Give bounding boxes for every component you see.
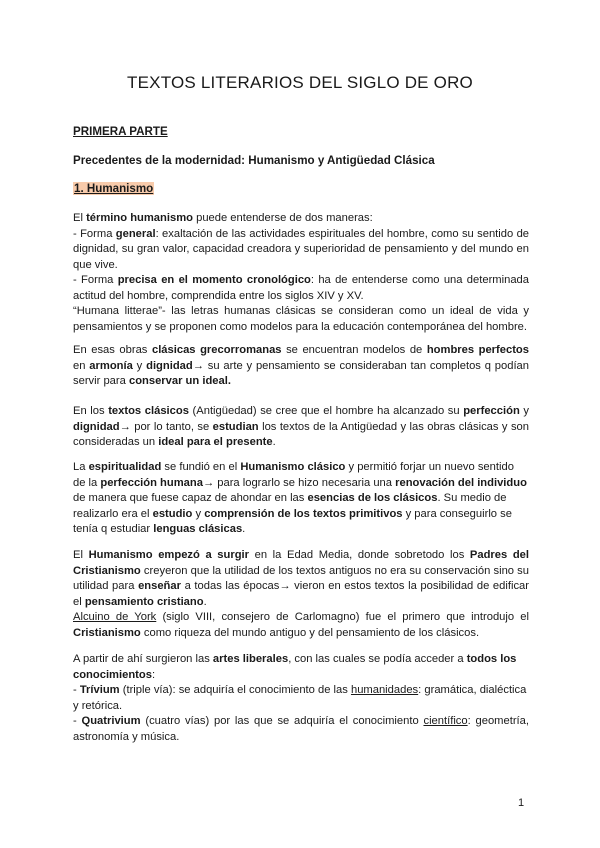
page-title: TEXTOS LITERARIOS DEL SIGLO DE ORO: [127, 73, 473, 92]
section-heading-wrap: [73, 182, 154, 195]
paragraph-clasicas: En esas obras clásicas grecorromanas se encuentran modelos de hombres perfectos en armonía y dignidad→ su arte y pensamiento se consideraban tan completos q podían servir para conservar un ideal.: [73, 344, 530, 387]
p1-precisa: - Forma precisa en el momento cronológico: ha de entenderse como una determinada actitud del hombre, comprendida entre los siglos XIV y XV.: [73, 274, 529, 302]
p1-general: - Forma general: exaltación de las actividades espirituales del hombre, como su sentido de dignidad, su gran valor, capacidad creadora y superioridad de pensamiento y del mundo en que vive.: [73, 227, 530, 271]
p6-intro: A partir de ahí surgieron las artes liberales, con las cuales se podía acceder a todos los conocimientos:: [73, 653, 517, 681]
chapter-subtitle: Precedentes de la modernidad: Humanismo y Antigüedad Clásica: [73, 154, 435, 167]
paragraph-artes-liberales: [73, 652, 529, 745]
paragraph-espiritualidad: La espiritualidad se fundió en el Humanismo clásico y permitió forjar un nuevo sentido de la perfección humana→ para lograrlo se hizo necesaria una renovación del individuo de manera que fuese capaz de ahondar en las esencias de los clásicos. Su medio de realizarlo era el estudio y comprensión de los textos primitivos y para conseguirlo se tenía q estudiar lenguas clásicas.: [73, 461, 527, 535]
part-heading: PRIMERA PARTE: [73, 125, 168, 138]
p1-line: El término humanismo puede entenderse de dos maneras:: [73, 212, 373, 224]
paragraph-definition: [73, 211, 529, 335]
page-number: 1: [518, 797, 525, 809]
p6-quatrivium: - Quatrivium (cuatro vías) por las que se adquiría el conocimiento científico: geometría, astronomía y música.: [73, 715, 529, 743]
p5-padres: El Humanismo empezó a surgir en la Edad Media, donde sobretodo los Padres del Cristianismo creyeron que la utilidad de los textos antiguos no era su conservación sino su utilidad para enseñar a todas las épocas→ vieron en estos textos la posibilidad de edificar el pensamiento cristiano.: [73, 549, 529, 608]
paragraph-textos-clasicos: En los textos clásicos (Antigüedad) se cree que el hombre ha alcanzado su perfección y dignidad→ por lo tanto, se estudian los textos de la Antigüedad y las obras clásicas y son consideradas un ideal para el presente.: [73, 405, 529, 448]
p1-humana-litterae: “Humana litterae”- las letras humanas clásicas se consideran como un ideal de vida y pensamientos y se proponen como modelos para la educación contemporánea del hombre.: [73, 305, 529, 333]
p6-trivium: - Trívium (triple vía): se adquiría el conocimiento de las humanidades: gramática, dialéctica y retórica.: [73, 684, 527, 712]
p5-alcuino: Alcuino de York (siglo VIII, consejero de Carlomagno) fue el primero que introdujo el Cristianismo como riqueza del mundo antiguo y del pensamiento de los clásicos.: [73, 611, 529, 639]
section-heading: 1. Humanismo: [74, 182, 154, 195]
paragraph-edad-media: [73, 548, 529, 641]
